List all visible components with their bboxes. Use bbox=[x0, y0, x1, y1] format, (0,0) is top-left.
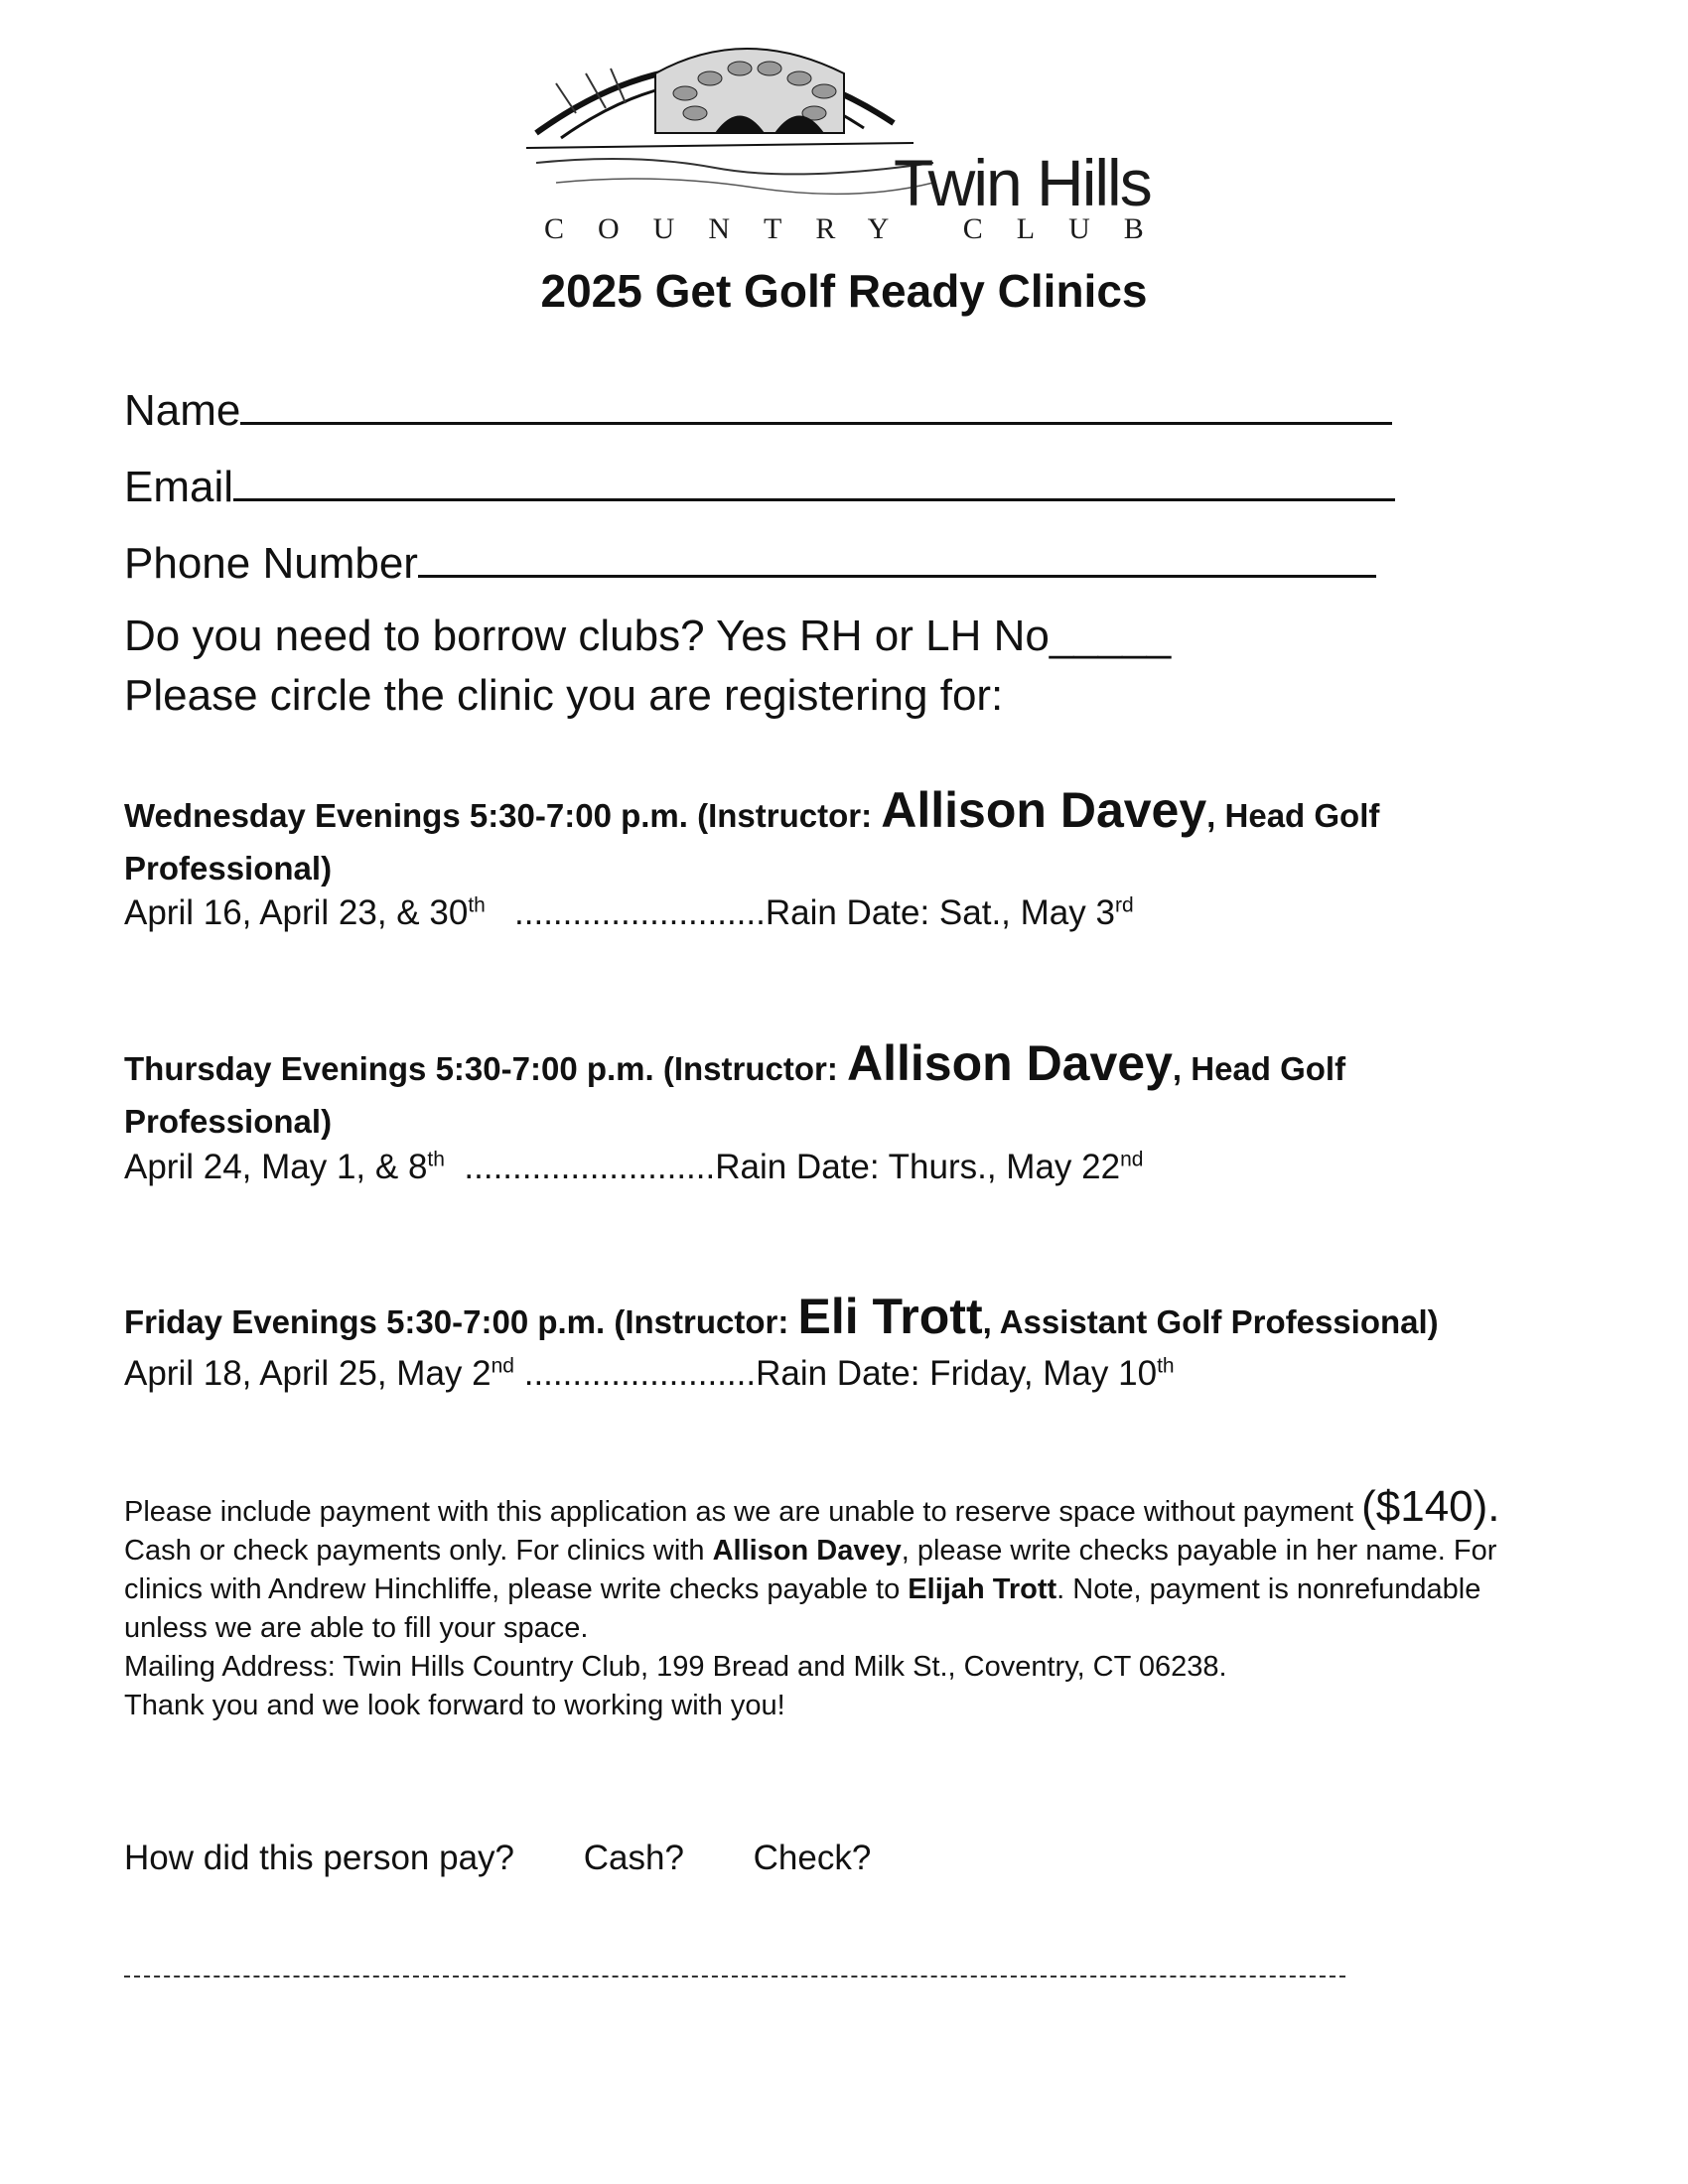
clinic-heading-wednesday[interactable] bbox=[124, 784, 1494, 894]
email-label: Email bbox=[124, 463, 234, 511]
dates-suffix: th bbox=[468, 893, 486, 917]
payment-instructions bbox=[124, 1482, 1554, 1725]
rain-date: ........................Rain Date: Friday, May 10 bbox=[523, 1354, 1158, 1393]
dates-text: April 18, April 25, May 2 bbox=[124, 1354, 492, 1393]
phone-field[interactable] bbox=[124, 535, 1376, 589]
clinic-dates-wednesday bbox=[124, 893, 1134, 933]
name-input-line[interactable] bbox=[240, 382, 1392, 425]
clinic-heading-text: Friday Evenings 5:30-7:00 p.m. (Instructor: bbox=[124, 1303, 798, 1340]
dates-text: April 24, May 1, & 8 bbox=[124, 1148, 428, 1186]
logo-name: Twin Hills bbox=[894, 146, 1151, 219]
clinic-dates-friday bbox=[124, 1354, 1175, 1394]
rain-suffix: rd bbox=[1114, 893, 1134, 917]
thank-you-note: Thank you and we look forward to working with you! bbox=[124, 1690, 785, 1721]
rain-date: ..........................Rain Date: Sat., May 3 bbox=[514, 893, 1115, 932]
payment-text: . Note, payment is nonrefundable unless we are able to fill your space. bbox=[124, 1573, 1481, 1644]
name-label: Name bbox=[124, 386, 241, 435]
payment-question-label: How did this person pay? bbox=[124, 1839, 514, 1877]
instructor-name: Allison Davey bbox=[847, 1035, 1173, 1091]
instructor-role: , Head Golf Professional) bbox=[124, 1050, 1346, 1140]
rain-suffix: th bbox=[1157, 1354, 1175, 1378]
phone-label: Phone Number bbox=[124, 539, 418, 588]
clinic-heading-text: Thursday Evenings 5:30-7:00 p.m. (Instructor: bbox=[124, 1050, 847, 1087]
instructor-role: , Head Golf Professional) bbox=[124, 797, 1380, 887]
rain-date: ..........................Rain Date: Thurs., May 22 bbox=[464, 1148, 1121, 1186]
payment-price: ($140). bbox=[1361, 1482, 1500, 1531]
dates-suffix: th bbox=[427, 1148, 445, 1171]
mailing-address: Mailing Address: Twin Hills Country Club, 199 Bread and Milk St., Coventry, CT 06238. bbox=[124, 1651, 1227, 1683]
payment-text: , please write checks payable in her name. For clinics with Andrew Hinchliffe, please write checks payable to bbox=[124, 1535, 1497, 1605]
clinic-heading-thursday[interactable] bbox=[124, 1037, 1494, 1148]
email-field[interactable] bbox=[124, 459, 1395, 512]
circle-prompt: Please circle the clinic you are registering for: bbox=[124, 671, 1004, 720]
payment-text: Please include payment with this application as we are unable to reserve space without payment bbox=[124, 1496, 1362, 1528]
check-option[interactable]: Check? bbox=[753, 1839, 872, 1877]
clinic-dates-thursday bbox=[124, 1148, 1143, 1187]
clinic-heading-text: Wednesday Evenings 5:30-7:00 p.m. (Instructor: bbox=[124, 797, 882, 834]
cash-option[interactable]: Cash? bbox=[583, 1839, 684, 1877]
instructor-name: Allison Davey bbox=[881, 782, 1207, 838]
cut-line-divider bbox=[124, 1976, 1345, 1978]
payee-name-bold: Elijah Trott bbox=[908, 1573, 1057, 1605]
payment-text: Cash or check payments only. For clinics with bbox=[124, 1535, 713, 1567]
phone-input-line[interactable] bbox=[418, 535, 1376, 578]
rain-suffix: nd bbox=[1120, 1148, 1144, 1171]
payment-method-question bbox=[124, 1839, 930, 1878]
dates-suffix: nd bbox=[491, 1354, 514, 1378]
instructor-name: Eli Trott bbox=[797, 1289, 983, 1344]
payment-line-2 bbox=[124, 1532, 1554, 1648]
borrow-clubs-question[interactable]: Do you need to borrow clubs? Yes RH or LH No_____ bbox=[124, 612, 1172, 660]
payment-line-1 bbox=[124, 1482, 1554, 1532]
name-field[interactable] bbox=[124, 382, 1392, 436]
instructor-role: , Assistant Golf Professional) bbox=[982, 1303, 1439, 1340]
clinic-heading-friday[interactable] bbox=[124, 1291, 1494, 1348]
instructor-name-bold: Allison Davey bbox=[712, 1535, 902, 1567]
logo-subtitle: COUNTRY CLUB bbox=[544, 212, 1178, 245]
page-title: 2025 Get Golf Ready Clinics bbox=[540, 265, 1148, 317]
email-input-line[interactable] bbox=[233, 459, 1395, 501]
dates-text: April 16, April 23, & 30 bbox=[124, 893, 469, 932]
